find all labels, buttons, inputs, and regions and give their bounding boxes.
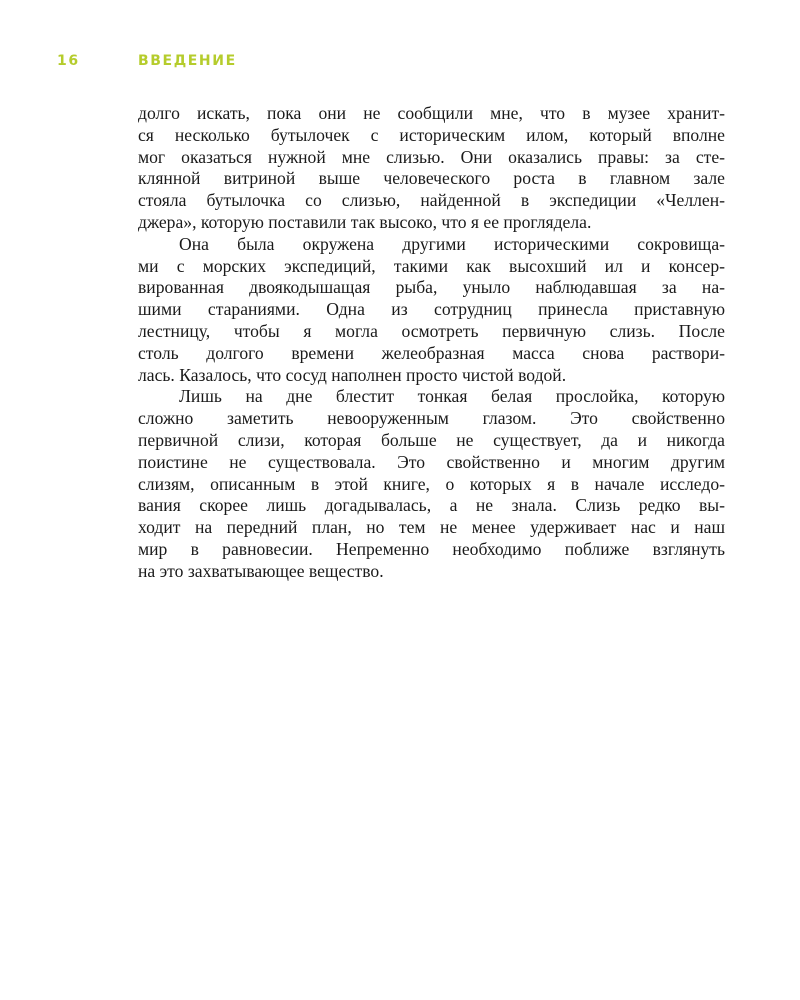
paragraph-first-line: Лишь на дне блестит тонкая белая прослойка, которую [179, 386, 725, 407]
text-line: джера», которую поставили так высоко, что я ее проглядела. [138, 211, 592, 232]
text-line: долго искать, пока они не сообщили мне, что в музее хранит- [138, 103, 725, 123]
paragraph-first-line: Она была окружена другими историческими сокровища- [179, 233, 725, 254]
text-line: ми с морских экспедиций, такими как высохший ил и консер- [138, 255, 725, 276]
text-line: ходит на передний план, но тем не менее удерживает нас и наш [138, 517, 725, 538]
text-line: ся несколько бутылочек с историческим илом, который вполне [138, 124, 725, 145]
text-line: лась. Казалось, что сосуд наполнен просто чистой водой. [138, 364, 567, 385]
text-line: на это захватывающее вещество. [138, 560, 384, 581]
text-line: стояла бутылочка со слизью, найденной в экспедиции «Челлен- [138, 190, 725, 211]
text-line: лестницу, чтобы я могла осмотреть первичную слизь. После [138, 320, 725, 341]
text-line: первичной слизи, которая больше не существует, да и никогда [138, 429, 725, 450]
text-line: шими стараниями. Одна из сотрудниц принесла приставную [138, 299, 725, 320]
text-line: поистине не существовала. Это свойственно и многим другим [138, 451, 725, 472]
section-title: ВВЕДЕНИЕ [138, 53, 237, 69]
text-line: мог оказаться нужной мне слизью. Они оказались правы: за сте- [138, 146, 725, 167]
text-line: вированная двоякодышащая рыба, уныло наблюдавшая за на- [138, 277, 725, 298]
text-line: столь долгого времени желеобразная масса снова раствори- [138, 342, 725, 363]
body-text [138, 103, 725, 583]
text-line: мир в равновесии. Непременно необходимо поближе взглянуть [138, 538, 725, 559]
page-number: 16 [57, 53, 80, 69]
text-line: слизям, описанным в этой книге, о которых я в начале исследо- [138, 473, 725, 494]
running-head [0, 53, 800, 73]
text-line: клянной витриной выше человеческого роста в главном зале [138, 168, 725, 189]
text-line: вания скорее лишь догадывалась, а не знала. Слизь редко вы- [138, 495, 725, 516]
text-line: сложно заметить невооруженным глазом. Это свойственно [138, 408, 725, 429]
